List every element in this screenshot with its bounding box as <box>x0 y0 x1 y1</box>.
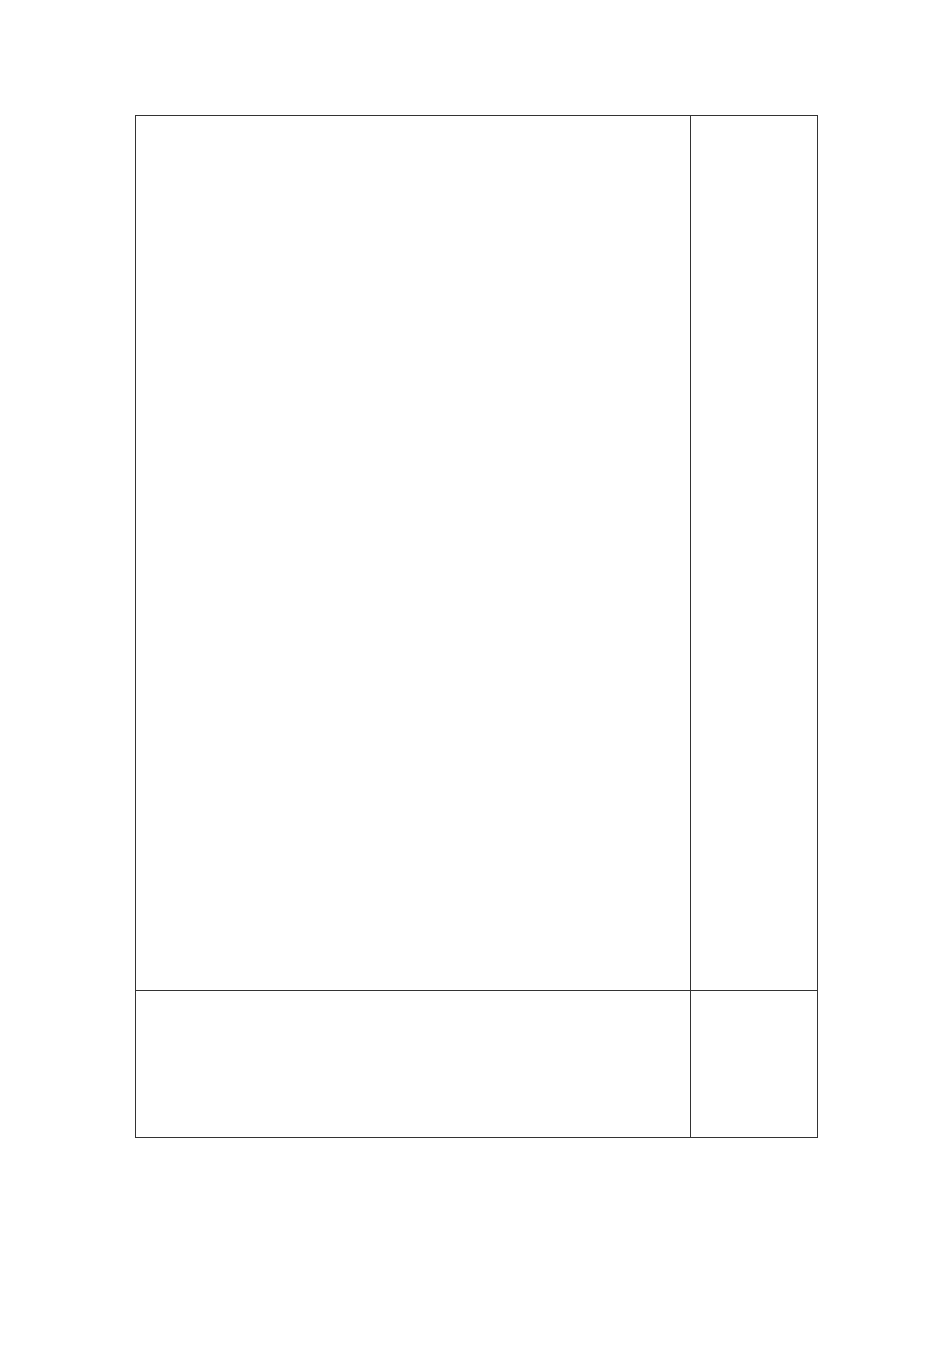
content-cell <box>136 116 691 991</box>
summary-cell <box>136 991 691 1138</box>
summary-time-cell <box>691 991 818 1138</box>
discharge-section-title <box>136 214 690 254</box>
time-cell-empty <box>691 116 818 991</box>
lesson-plan-table <box>135 115 818 1138</box>
spacer <box>136 120 690 214</box>
content-row <box>136 116 818 991</box>
summary-row <box>136 991 818 1138</box>
summary-text <box>136 991 690 993</box>
